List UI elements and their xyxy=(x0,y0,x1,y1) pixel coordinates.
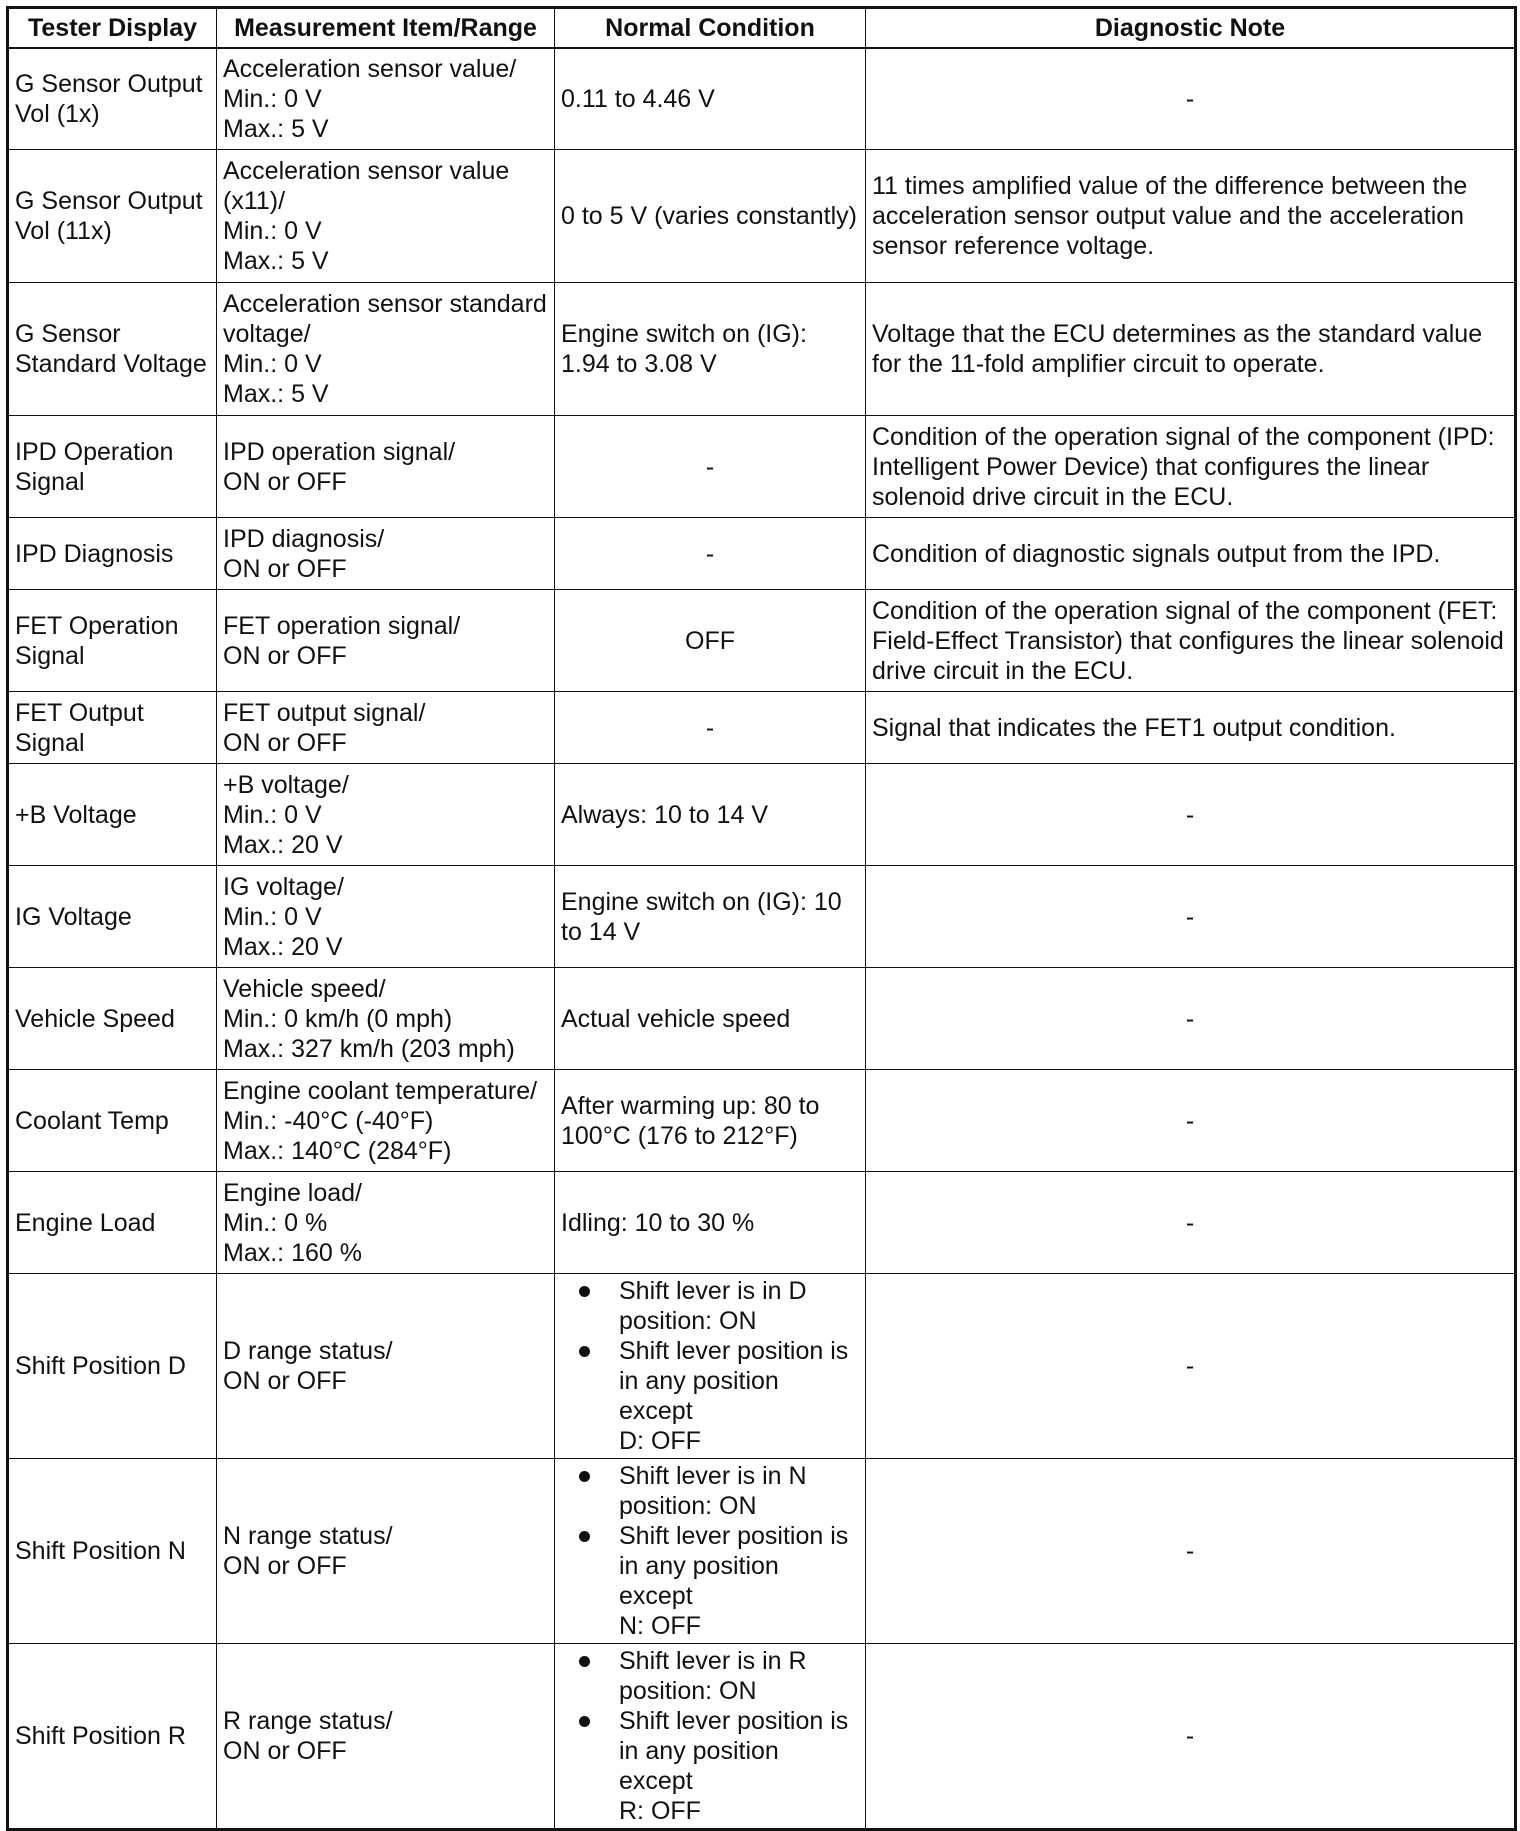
tester-display-cell: +B Voltage xyxy=(8,764,217,866)
tester-display-cell: Coolant Temp xyxy=(8,1070,217,1172)
table-row xyxy=(8,764,1516,866)
normal-condition-cell xyxy=(555,1274,866,1459)
measurement-cell: Acceleration sensor value (x11)/ Min.: 0 V Max.: 5 V xyxy=(217,150,555,283)
table-row xyxy=(8,1070,1516,1172)
measurement-cell: Acceleration sensor value/ Min.: 0 V Max.: 5 V xyxy=(217,48,555,150)
bullet-dot-icon xyxy=(579,1716,590,1727)
tester-display-cell: Shift Position D xyxy=(8,1274,217,1459)
diagnostic-note-cell: Voltage that the ECU determines as the standard value for the 11-fold amplifier circuit to operate. xyxy=(866,283,1516,416)
diagnostic-note-cell: Signal that indicates the FET1 output condition. xyxy=(866,692,1516,764)
tester-display-cell: FET Output Signal xyxy=(8,692,217,764)
diagnostic-note-cell: - xyxy=(866,48,1516,150)
data-list-sheet xyxy=(6,6,1514,1831)
data-list-table xyxy=(6,6,1517,1831)
bullet-text: Shift lever is in D position: ON xyxy=(619,1277,807,1335)
normal-condition-cell: Always: 10 to 14 V xyxy=(555,764,866,866)
normal-condition-cell: Actual vehicle speed xyxy=(555,968,866,1070)
bullet-text: Shift lever position is in any position except D: OFF xyxy=(619,1337,849,1455)
normal-condition-cell: Idling: 10 to 30 % xyxy=(555,1172,866,1274)
tester-display-cell: G Sensor Output Vol (1x) xyxy=(8,48,217,150)
bullet-dot-icon xyxy=(579,1471,590,1482)
header-diagnostic-note: Diagnostic Note xyxy=(866,8,1516,48)
tester-display-cell: Shift Position N xyxy=(8,1459,217,1644)
measurement-cell: IPD diagnosis/ ON or OFF xyxy=(217,518,555,590)
bullet-dot-icon xyxy=(579,1286,590,1297)
tester-display-cell: G Sensor Output Vol (11x) xyxy=(8,150,217,283)
table-row xyxy=(8,1459,1516,1644)
measurement-cell: FET output signal/ ON or OFF xyxy=(217,692,555,764)
normal-condition-cell: - xyxy=(555,416,866,518)
table-row xyxy=(8,48,1516,150)
bullet-item xyxy=(575,1276,859,1336)
bullet-dot-icon xyxy=(579,1346,590,1357)
measurement-cell: IPD operation signal/ ON or OFF xyxy=(217,416,555,518)
bullet-dot-icon xyxy=(579,1656,590,1667)
normal-condition-cell: After warming up: 80 to 100°C (176 to 212°F) xyxy=(555,1070,866,1172)
diagnostic-note-cell: Condition of the operation signal of the component (FET: Field-Effect Transistor) that configures the linear solenoid drive circuit in the ECU. xyxy=(866,590,1516,692)
tester-display-cell: IPD Operation Signal xyxy=(8,416,217,518)
table-row xyxy=(8,590,1516,692)
diagnostic-note-cell: - xyxy=(866,764,1516,866)
tester-display-cell: IG Voltage xyxy=(8,866,217,968)
tester-display-cell: Engine Load xyxy=(8,1172,217,1274)
diagnostic-note-cell: - xyxy=(866,968,1516,1070)
measurement-cell: Acceleration sensor standard voltage/ Min.: 0 V Max.: 5 V xyxy=(217,283,555,416)
bullet-item xyxy=(575,1521,859,1641)
measurement-cell: +B voltage/ Min.: 0 V Max.: 20 V xyxy=(217,764,555,866)
measurement-cell: Engine coolant temperature/ Min.: -40°C (-40°F) Max.: 140°C (284°F) xyxy=(217,1070,555,1172)
measurement-cell: FET operation signal/ ON or OFF xyxy=(217,590,555,692)
normal-condition-cell: - xyxy=(555,518,866,590)
measurement-cell: Vehicle speed/ Min.: 0 km/h (0 mph) Max.: 327 km/h (203 mph) xyxy=(217,968,555,1070)
diagnostic-note-cell: Condition of diagnostic signals output from the IPD. xyxy=(866,518,1516,590)
bullet-text: Shift lever position is in any position except N: OFF xyxy=(619,1522,849,1640)
condition-bullet-list xyxy=(561,1646,859,1826)
diagnostic-note-cell: - xyxy=(866,866,1516,968)
diagnostic-note-cell: 11 times amplified value of the difference between the acceleration sensor output value and the acceleration sensor reference voltage. xyxy=(866,150,1516,283)
table-row xyxy=(8,1172,1516,1274)
diagnostic-note-cell: - xyxy=(866,1644,1516,1830)
table-row xyxy=(8,283,1516,416)
normal-condition-cell: Engine switch on (IG): 10 to 14 V xyxy=(555,866,866,968)
diagnostic-note-cell: - xyxy=(866,1172,1516,1274)
measurement-cell: N range status/ ON or OFF xyxy=(217,1459,555,1644)
tester-display-cell: Vehicle Speed xyxy=(8,968,217,1070)
table-row xyxy=(8,150,1516,283)
diagnostic-note-cell: - xyxy=(866,1274,1516,1459)
normal-condition-cell xyxy=(555,1459,866,1644)
table-row xyxy=(8,1274,1516,1459)
measurement-cell: IG voltage/ Min.: 0 V Max.: 20 V xyxy=(217,866,555,968)
tester-display-cell: Shift Position R xyxy=(8,1644,217,1830)
bullet-text: Shift lever is in N position: ON xyxy=(619,1462,807,1520)
bullet-item xyxy=(575,1646,859,1706)
bullet-item xyxy=(575,1336,859,1456)
tester-display-cell: IPD Diagnosis xyxy=(8,518,217,590)
bullet-dot-icon xyxy=(579,1531,590,1542)
table-row xyxy=(8,518,1516,590)
header-row xyxy=(8,8,1516,48)
diagnostic-note-cell: - xyxy=(866,1459,1516,1644)
normal-condition-cell: 0.11 to 4.46 V xyxy=(555,48,866,150)
diagnostic-note-cell: - xyxy=(866,1070,1516,1172)
measurement-cell: D range status/ ON or OFF xyxy=(217,1274,555,1459)
table-row xyxy=(8,968,1516,1070)
bullet-item xyxy=(575,1461,859,1521)
diagnostic-note-cell: Condition of the operation signal of the component (IPD: Intelligent Power Device) that configures the linear solenoid drive circuit in the ECU. xyxy=(866,416,1516,518)
tester-display-cell: G Sensor Standard Voltage xyxy=(8,283,217,416)
normal-condition-cell: Engine switch on (IG): 1.94 to 3.08 V xyxy=(555,283,866,416)
header-normal-condition: Normal Condition xyxy=(555,8,866,48)
header-tester-display: Tester Display xyxy=(8,8,217,48)
table-row xyxy=(8,692,1516,764)
condition-bullet-list xyxy=(561,1276,859,1456)
normal-condition-cell xyxy=(555,1644,866,1830)
table-row xyxy=(8,1644,1516,1830)
bullet-text: Shift lever position is in any position except R: OFF xyxy=(619,1707,849,1825)
measurement-cell: Engine load/ Min.: 0 % Max.: 160 % xyxy=(217,1172,555,1274)
bullet-item xyxy=(575,1706,859,1826)
measurement-cell: R range status/ ON or OFF xyxy=(217,1644,555,1830)
condition-bullet-list xyxy=(561,1461,859,1641)
normal-condition-cell: OFF xyxy=(555,590,866,692)
bullet-text: Shift lever is in R position: ON xyxy=(619,1647,807,1705)
table-row xyxy=(8,416,1516,518)
normal-condition-cell: - xyxy=(555,692,866,764)
tester-display-cell: FET Operation Signal xyxy=(8,590,217,692)
normal-condition-cell: 0 to 5 V (varies constantly) xyxy=(555,150,866,283)
header-measurement-item: Measurement Item/Range xyxy=(217,8,555,48)
table-row xyxy=(8,866,1516,968)
